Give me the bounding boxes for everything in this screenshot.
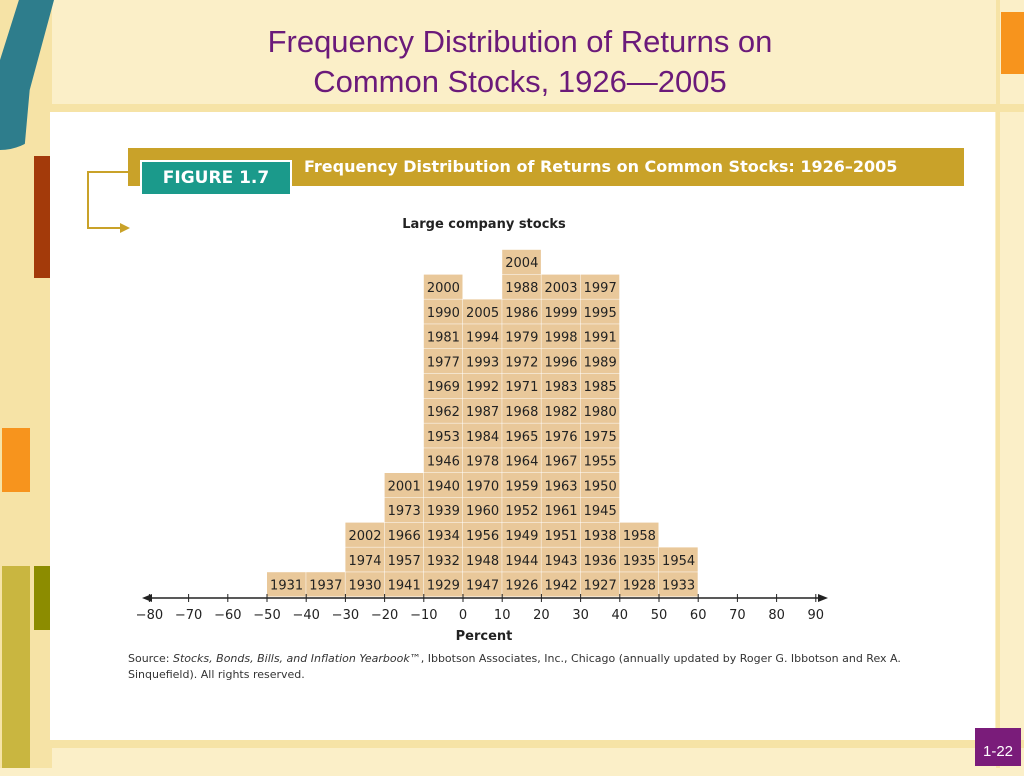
source-rest: , Ibbotson Associates, Inc., Chicago (annually updated by Roger G. Ibbotson and Rex A. Sinquefield). All rights reserved. [128, 652, 901, 681]
year-label: 1962 [426, 405, 460, 420]
year-label: 1955 [583, 454, 617, 470]
year-label: 2000 [426, 281, 460, 296]
year-label: 1947 [466, 578, 500, 594]
x-axis-label: Percent [455, 629, 513, 644]
year-label: 1960 [466, 504, 500, 520]
chart-title: Large company stocks [402, 217, 566, 232]
year-label: 1972 [505, 355, 539, 371]
year-label: 1954 [662, 553, 696, 569]
source-note [128, 651, 928, 683]
x-tick-label: −10 [410, 608, 438, 623]
year-label: 1986 [505, 305, 539, 321]
year-label: 1937 [309, 578, 343, 594]
year-label: 1995 [583, 305, 617, 321]
year-label: 1996 [544, 355, 578, 371]
x-tick-label: −20 [370, 608, 399, 623]
figure-tag: FIGURE 1.7 [140, 160, 292, 196]
year-label: 1970 [466, 479, 500, 495]
year-label: 1966 [387, 529, 421, 544]
x-axis-left-arrow-icon [142, 594, 152, 602]
bracket-arrow-icon [88, 172, 128, 228]
year-label: 1980 [583, 405, 617, 420]
year-label: 1946 [426, 454, 460, 470]
x-tick-label: −80 [135, 608, 164, 623]
year-label: 1957 [387, 553, 421, 569]
year-label: 1969 [426, 380, 460, 396]
year-label: 2001 [387, 479, 421, 495]
bracket-arrowhead-icon [120, 223, 130, 233]
year-label: 1981 [426, 330, 460, 346]
year-label: 1963 [544, 479, 578, 495]
slide-title-line-2: Common Stocks, 1926—2005 [313, 64, 727, 99]
year-label: 1979 [505, 330, 539, 346]
year-label: 1978 [466, 454, 500, 470]
year-label: 1987 [466, 405, 500, 420]
year-label: 1971 [505, 380, 539, 396]
year-label: 1944 [505, 553, 539, 569]
x-tick-label: −50 [253, 608, 281, 623]
x-tick-label: 40 [611, 608, 629, 623]
source-title: Stocks, Bonds, Bills, and Inflation Yearbook™ [172, 652, 421, 665]
year-label: 1959 [505, 479, 539, 495]
year-label: 1958 [622, 529, 656, 544]
year-label: 1997 [583, 281, 617, 296]
x-tick-label: 50 [650, 608, 668, 623]
year-label: 1965 [505, 429, 539, 445]
year-label: 1992 [466, 380, 500, 396]
year-label: 1961 [544, 504, 578, 520]
x-tick-label: 90 [807, 608, 825, 623]
x-axis-right-arrow-icon [818, 594, 828, 602]
year-label: 1974 [348, 553, 382, 569]
year-label: 1977 [426, 355, 460, 371]
year-label: 1998 [544, 330, 578, 346]
year-label: 2005 [466, 305, 500, 321]
slide-title-line-1: Frequency Distribution of Returns on [267, 24, 773, 59]
x-tick-label: 80 [768, 608, 785, 623]
year-label: 1976 [544, 429, 578, 445]
x-tick-label: −70 [174, 608, 203, 623]
x-tick-label: 0 [458, 608, 468, 623]
year-label: 1973 [387, 504, 421, 520]
year-label: 1926 [505, 578, 539, 594]
year-label: 1956 [466, 529, 500, 544]
figure-heading: Frequency Distribution of Returns on Common Stocks: 1926–2005 [304, 157, 898, 176]
year-label: 1975 [583, 429, 617, 445]
histogram-cells [267, 250, 698, 597]
year-label: 1999 [544, 305, 578, 321]
year-label: 1988 [505, 281, 539, 296]
year-label: 1933 [662, 578, 696, 594]
year-label: 2003 [544, 281, 578, 296]
year-label: 1931 [270, 578, 304, 594]
year-label: 1983 [544, 380, 578, 396]
year-label: 1982 [544, 405, 578, 420]
year-label: 1990 [426, 305, 460, 321]
year-label: 1945 [583, 504, 617, 520]
year-label: 1936 [583, 553, 617, 569]
year-label: 1939 [426, 504, 460, 520]
year-label: 1943 [544, 553, 578, 569]
x-tick-label: 70 [729, 608, 746, 623]
x-tick-label: 60 [689, 608, 707, 623]
year-label: 1991 [583, 330, 617, 346]
year-label: 1938 [583, 529, 617, 544]
year-label: 1951 [544, 529, 578, 544]
x-tick-label: −30 [331, 608, 360, 623]
year-label: 1968 [505, 405, 539, 420]
year-label: 1967 [544, 454, 578, 470]
year-label: 1934 [426, 529, 460, 544]
year-label: 1928 [622, 578, 656, 594]
slide-number: 1-22 [975, 728, 1021, 766]
source-prefix: Source: [128, 652, 173, 665]
x-tick-label: −60 [214, 608, 242, 623]
year-label: 1994 [466, 330, 500, 346]
x-tick-label: −40 [292, 608, 320, 623]
year-label: 1930 [348, 578, 382, 594]
year-label: 1989 [583, 355, 617, 371]
year-label: 1941 [387, 578, 421, 594]
year-label: 1948 [466, 553, 500, 569]
x-tick-label: 30 [572, 608, 589, 623]
year-label: 1993 [466, 355, 500, 371]
year-label: 1940 [426, 479, 460, 495]
year-label: 1985 [583, 380, 617, 396]
year-label: 1942 [544, 578, 578, 594]
year-label: 1952 [505, 504, 539, 520]
year-label: 1964 [505, 454, 539, 470]
year-label: 2004 [505, 256, 539, 272]
year-label: 1984 [466, 429, 500, 445]
year-label: 1929 [426, 578, 460, 594]
year-label: 1953 [426, 429, 460, 445]
year-label: 1935 [622, 553, 656, 569]
year-label: 1927 [583, 578, 617, 594]
year-label: 1932 [426, 553, 460, 569]
year-label: 1949 [505, 529, 539, 544]
x-tick-label: 20 [533, 608, 550, 623]
year-label: 1950 [583, 479, 617, 495]
x-tick-label: 10 [493, 608, 511, 623]
year-label: 2002 [348, 529, 382, 544]
